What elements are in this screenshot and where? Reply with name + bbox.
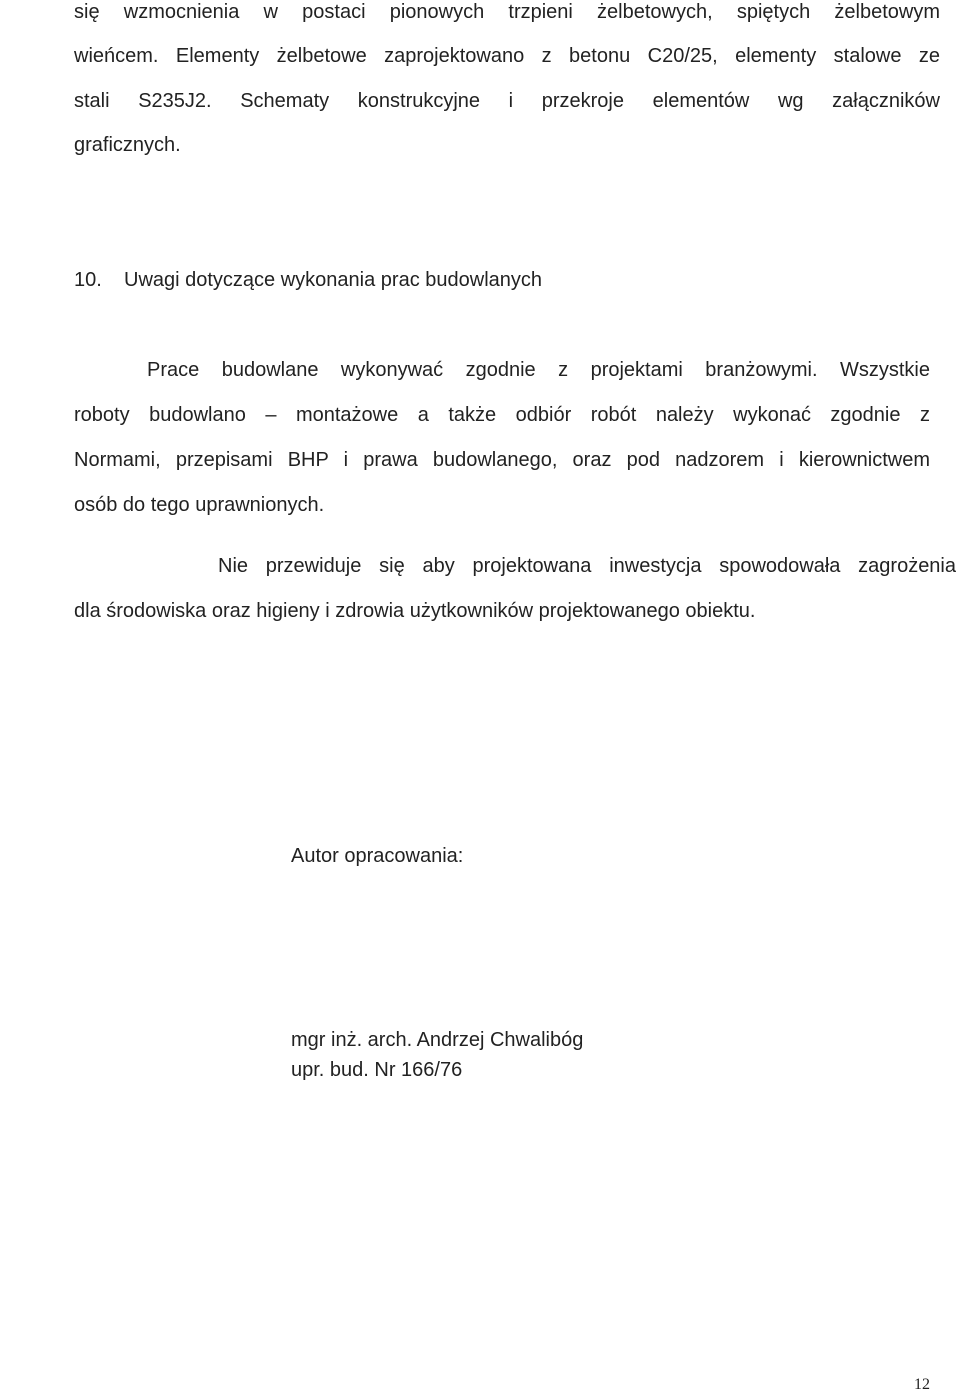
section-heading	[74, 268, 542, 292]
author-license: upr. bud. Nr 166/76	[291, 1059, 463, 1081]
body-text-line: się wzmocnienia w postaci pionowych trzpieni żelbetowych, spiętych żelbetowym	[74, 1, 940, 23]
author-name: mgr inż. arch. Andrzej Chwalibóg	[291, 1029, 584, 1051]
body-text-line: wieńcem. Elementy żelbetowe zaprojektowano z betonu C20/25, elementy stalowe ze	[74, 45, 940, 67]
page-number: 12	[914, 1376, 930, 1393]
paragraph-line: dla środowiska oraz higieny i zdrowia użytkowników projektowanego obiektu.	[74, 600, 756, 622]
section-number: 10.	[74, 269, 102, 291]
body-text-line: stali S235J2. Schematy konstrukcyjne i przekroje elementów wg załączników	[74, 90, 940, 112]
paragraph-line: roboty budowlano – montażowe a także odbiór robót należy wykonać zgodnie z	[74, 404, 930, 426]
paragraph-line: Normami, przepisami BHP i prawa budowlanego, oraz pod nadzorem i kierownictwem	[74, 449, 930, 471]
paragraph-line: Prace budowlane wykonywać zgodnie z projektami branżowymi. Wszystkie	[147, 359, 930, 381]
section-title: Uwagi dotyczące wykonania prac budowlanych	[124, 269, 543, 291]
body-text-line: graficznych.	[74, 134, 181, 156]
paragraph-line: Nie przewiduje się aby projektowana inwestycja spowodowała zagrożenia	[218, 555, 956, 577]
author-label: Autor opracowania:	[291, 845, 464, 867]
paragraph-line: osób do tego uprawnionych.	[74, 494, 325, 516]
